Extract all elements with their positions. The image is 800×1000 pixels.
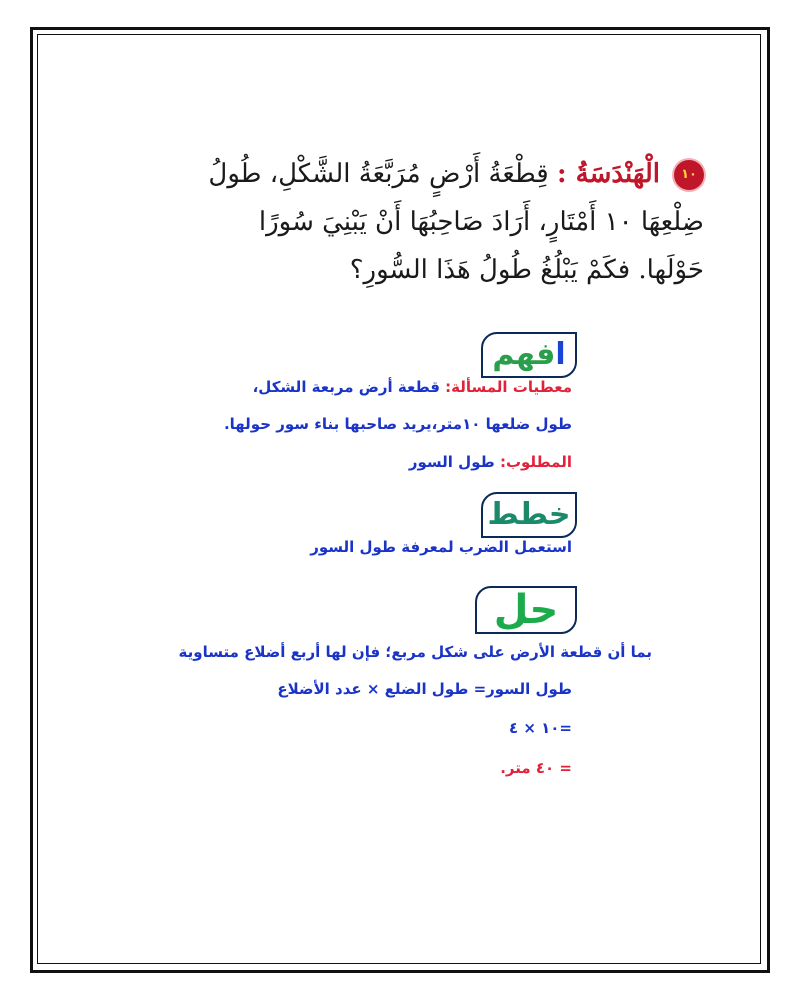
given-text: قطعة أرض مربعة الشكل،: [252, 378, 446, 396]
problem-text-1: قِطْعَةُ أَرْضٍ مُرَبَّعَةُ الشَّكْلِ، طُولُ: [208, 159, 549, 189]
required-text: طول السور: [408, 453, 500, 471]
given-line-2: طول ضلعها ١٠متر،يريد صاحبها بناء سور حولها.: [223, 415, 572, 433]
required-label: المطلوب:: [499, 453, 572, 471]
problem-line-2: ضِلْعِهَا ١٠ أَمْتَارٍ، أَرَادَ صَاحِبُهَا أَنْ يَبْنِيَ سُورًا: [258, 207, 704, 237]
solve-line-3: =١٠ × ٤: [508, 719, 572, 737]
problem-topic: الْهَنْدَسَةُ :: [557, 159, 660, 189]
given-line-1: [253, 378, 572, 396]
solve-result: = ٤٠ متر.: [500, 759, 572, 777]
plan-text: استعمل الضرب لمعرفة طول السور: [310, 538, 572, 556]
problem-line-1: [144, 150, 704, 198]
solve-line-1: بما أن قطعة الأرض على شكل مربع؛ فإن لها أربع أضلاع متساوية: [178, 643, 652, 661]
problem-number-badge: ١٠: [674, 160, 704, 190]
plan-tab: خطط: [481, 492, 577, 538]
solve-tab: حل: [475, 586, 577, 634]
understand-tab-part2: فهم: [492, 337, 556, 372]
problem-statement: [144, 150, 704, 294]
understand-tab: [481, 332, 577, 378]
solve-line-2: طول السور= طول الضلع × عدد الأضلاع: [277, 680, 572, 698]
required-line: [409, 453, 572, 471]
understand-tab-part1: ا: [555, 337, 566, 372]
problem-line-3: حَوْلَها. فكَمْ يَبْلُغُ طُولُ هَذَا السُّورِ؟: [349, 255, 704, 285]
given-label: معطيات المسألة:: [445, 378, 572, 396]
